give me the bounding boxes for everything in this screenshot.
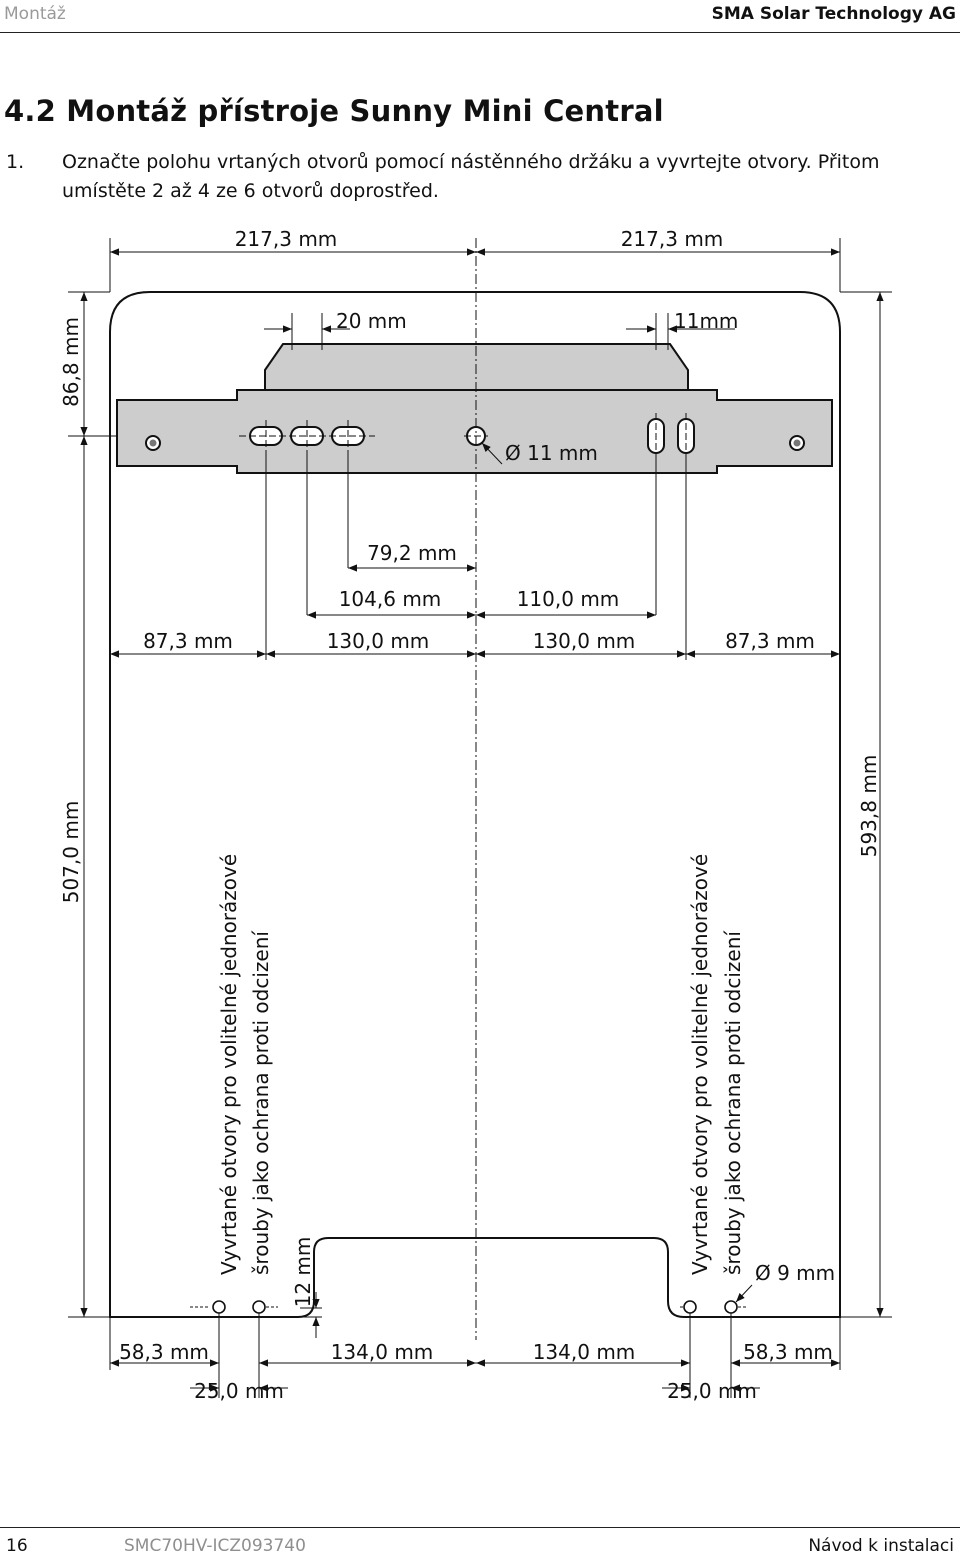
step-number: 1. — [6, 151, 25, 173]
dim-58-right: 58,3 mm — [743, 1340, 833, 1364]
leader-small-hole — [736, 1285, 752, 1302]
dim-top-right: 217,3 mm — [620, 227, 724, 251]
mounting-drawing — [0, 220, 960, 1420]
dim-25-left: 25,0 mm — [194, 1379, 284, 1403]
footer-page-number: 16 — [6, 1536, 28, 1556]
dim-vslot-spacing: 11mm — [674, 309, 739, 333]
dim-134-left: 134,0 mm — [330, 1340, 434, 1364]
dim-top-left: 217,3 mm — [234, 227, 338, 251]
dim-507: 507,0 mm — [59, 800, 83, 904]
header-rule — [0, 32, 960, 33]
note-left-line2: šrouby jako ochrana proti odcizení — [249, 931, 273, 1275]
step-text: Označte polohu vrtaných otvorů pomocí nástěnného držáku a vyvrtejte otvory. Přitom umístěte 2 až 4 ze 6 otvorů doprostřed. — [62, 151, 880, 202]
dim-58-left: 58,3 mm — [119, 1340, 209, 1364]
dim-130-left: 130,0 mm — [326, 629, 430, 653]
dim-593: 593,8 mm — [857, 754, 881, 858]
note-right-line1: Vyvrtané otvory pro volitelné jednorázové — [688, 853, 712, 1275]
footer-doc-title: Návod k instalaci — [808, 1536, 954, 1556]
dim-87-left: 87,3 mm — [143, 629, 233, 653]
footer-doc-code: SMC70HV-ICZ093740 — [124, 1536, 306, 1556]
note-right-line2: šrouby jako ochrana proti odcizení — [721, 931, 745, 1275]
footer-rule — [0, 1527, 960, 1528]
header-section: Montáž — [4, 4, 66, 24]
dim-134-right: 134,0 mm — [532, 1340, 636, 1364]
dim-height-top: 86,8 mm — [59, 317, 83, 407]
anti-theft-holes — [190, 1301, 748, 1313]
dim-slot-spacing: 20 mm — [336, 309, 407, 333]
dim-12: 12 mm — [291, 1236, 315, 1308]
step-instruction — [6, 148, 956, 206]
dim-130-right: 130,0 mm — [532, 629, 636, 653]
dim-110: 110,0 mm — [516, 587, 620, 611]
dim-79: 79,2 mm — [367, 541, 457, 565]
dim-104: 104,6 mm — [338, 587, 442, 611]
bracket-screw-right — [790, 436, 804, 450]
bracket-screw-left — [146, 436, 160, 450]
dim-small-hole: Ø 9 mm — [755, 1261, 836, 1285]
dim-87-right: 87,3 mm — [725, 629, 815, 653]
header-company: SMA Solar Technology AG — [711, 4, 956, 24]
dim-hole-diameter: Ø 11 mm — [505, 441, 598, 465]
note-left-line1: Vyvrtané otvory pro volitelné jednorázové — [217, 853, 241, 1275]
section-title: 4.2 Montáž přístroje Sunny Mini Central — [4, 94, 664, 128]
dim-25-right: 25,0 mm — [667, 1379, 757, 1403]
